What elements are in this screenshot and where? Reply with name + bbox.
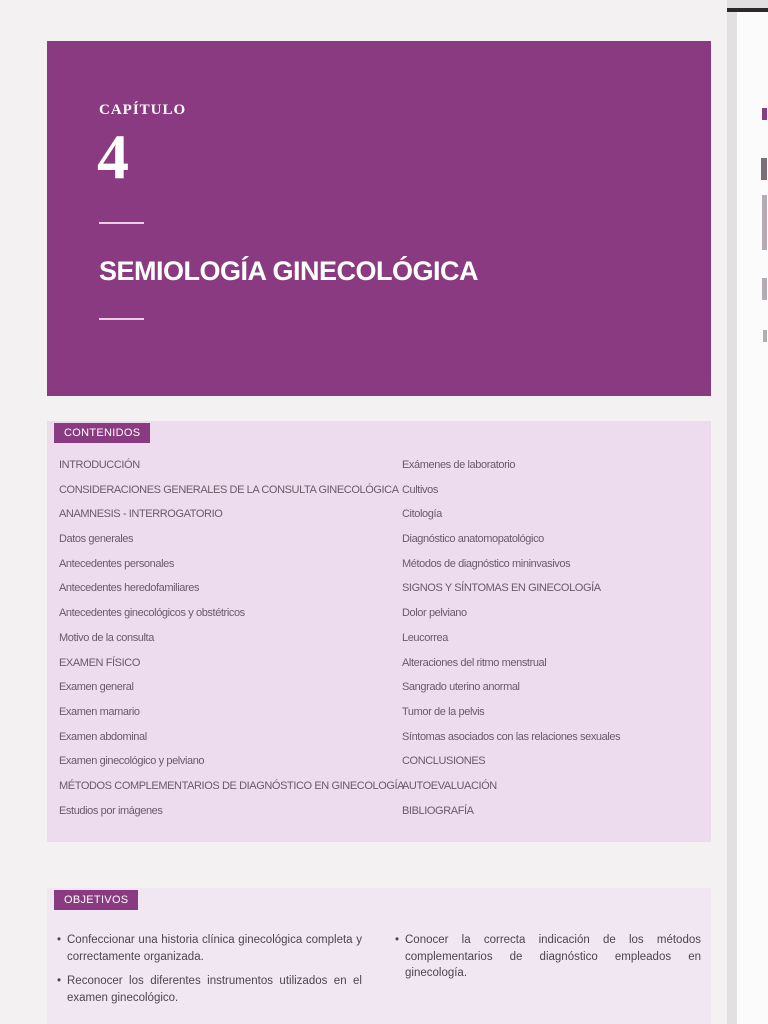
contents-right-column — [402, 453, 620, 823]
contents-item: Cultivos — [402, 483, 438, 496]
chapter-label: CAPÍTULO — [99, 102, 187, 118]
divider — [99, 318, 144, 320]
contents-item: Examen ginecológico y pelviano — [59, 755, 205, 768]
contents-item: Examen general — [59, 681, 134, 694]
contents-item: Examen abdominal — [59, 730, 147, 743]
contents-item: Estudios por imágenes — [59, 804, 163, 817]
contents-item: CONCLUSIONES — [402, 755, 486, 768]
divider — [99, 222, 144, 224]
objective-item: • Confeccionar una historia clínica ginecológica completa y correctamente organizada. — [57, 932, 362, 965]
adjacent-page-fragment — [763, 330, 767, 342]
objectives-right-column — [395, 932, 701, 990]
contents-item: AUTOEVALUACIÓN — [402, 779, 497, 792]
contents-item: Síntomas asociados con las relaciones sexuales — [402, 730, 621, 743]
contents-item: Antecedentes heredofamiliares — [59, 582, 200, 595]
contents-item: Diagnóstico anatomopatológico — [402, 533, 544, 546]
chapter-header — [47, 41, 711, 396]
contents-item: Métodos de diagnóstico mininvasivos — [402, 557, 571, 570]
page-edge — [727, 8, 768, 12]
contents-left-column — [59, 453, 404, 823]
contents-item: Tumor de la pelvis — [402, 705, 485, 718]
contents-item: Leucorrea — [402, 631, 448, 644]
contents-item: BIBLIOGRAFÍA — [402, 804, 474, 817]
contents-item: EXAMEN FÍSICO — [59, 656, 140, 669]
objectives-left-column — [57, 932, 362, 1014]
contents-item: CONSIDERACIONES GENERALES DE LA CONSULTA GINECOLÓGICA — [59, 483, 399, 496]
contents-heading: CONTENIDOS — [54, 423, 150, 443]
objectives-heading: OBJETIVOS — [54, 890, 138, 910]
objective-item: • Conocer la correcta indicación de los métodos complementarios de diagnóstico empleados en ginecología. — [395, 932, 701, 982]
objectives-box — [47, 888, 711, 1024]
chapter-title: SEMIOLOGÍA GINECOLÓGICA — [99, 256, 479, 286]
contents-box — [47, 421, 711, 842]
contents-item: Exámenes de laboratorio — [402, 459, 516, 471]
contents-item: INTRODUCCIÓN — [59, 459, 140, 471]
contents-item: Antecedentes personales — [59, 557, 174, 570]
contents-item: Datos generales — [59, 533, 134, 546]
contents-item: Examen mamario — [59, 705, 140, 718]
contents-item: Sangrado uterino anormal — [402, 681, 520, 694]
contents-item: Alteraciones del ritmo menstrual — [402, 656, 547, 669]
contents-item: Motivo de la consulta — [59, 631, 154, 644]
contents-item: MÉTODOS COMPLEMENTARIOS DE DIAGNÓSTICO EN GINECOLOGÍA — [59, 779, 405, 792]
objective-item: • Reconocer los diferentes instrumentos utilizados en el examen ginecológico. — [57, 973, 362, 1006]
contents-item: SIGNOS Y SÍNTOMAS EN GINECOLOGÍA — [402, 582, 601, 595]
chapter-number: 4 — [97, 121, 129, 192]
adjacent-page-fragment — [761, 158, 767, 180]
contents-item: Antecedentes ginecológicos y obstétricos — [59, 607, 245, 620]
adjacent-page-fragment — [762, 108, 767, 120]
adjacent-page-fragment — [762, 278, 767, 300]
contents-item: Dolor pelviano — [402, 607, 467, 620]
contents-item: ANAMNESIS - INTERROGATORIO — [59, 508, 223, 521]
adjacent-page-fragment — [762, 195, 767, 250]
contents-item: Citología — [402, 508, 442, 521]
